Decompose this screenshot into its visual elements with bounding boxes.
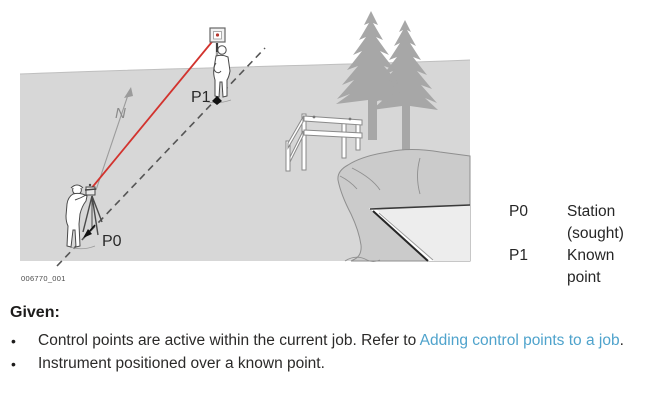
figure-label-p1: P1 [191, 89, 211, 106]
bullet-instrument-position [8, 353, 663, 376]
bullet-text: Control points are active within the current job. Refer to [38, 332, 420, 349]
figure-label-p0: P0 [102, 233, 122, 250]
figure-label-north: N [115, 105, 126, 122]
legend-desc-p0: Station (sought) [567, 203, 624, 242]
bullet-text-post: . [619, 332, 624, 349]
bullet-control-points [8, 330, 663, 353]
bullet-icon: • [11, 355, 16, 372]
legend-row-p1 [509, 245, 645, 289]
figure-legend [509, 201, 645, 289]
body-text [8, 304, 663, 375]
target-prism-icon [210, 28, 225, 42]
given-bullet-list [8, 330, 663, 375]
legend-desc-p1: Known point [567, 247, 615, 286]
link-adding-control-points[interactable]: Adding control points to a job [419, 332, 620, 349]
given-heading: Given: [10, 304, 60, 321]
legend-row-p0 [509, 201, 645, 245]
bullet-icon: • [11, 333, 16, 349]
bullet-text: Instrument positioned over a known point. [38, 354, 325, 372]
figure-caption: 006770_001 [21, 274, 66, 283]
legend-key-p1: P1 [509, 247, 528, 264]
legend-key-p0: P0 [509, 203, 528, 220]
